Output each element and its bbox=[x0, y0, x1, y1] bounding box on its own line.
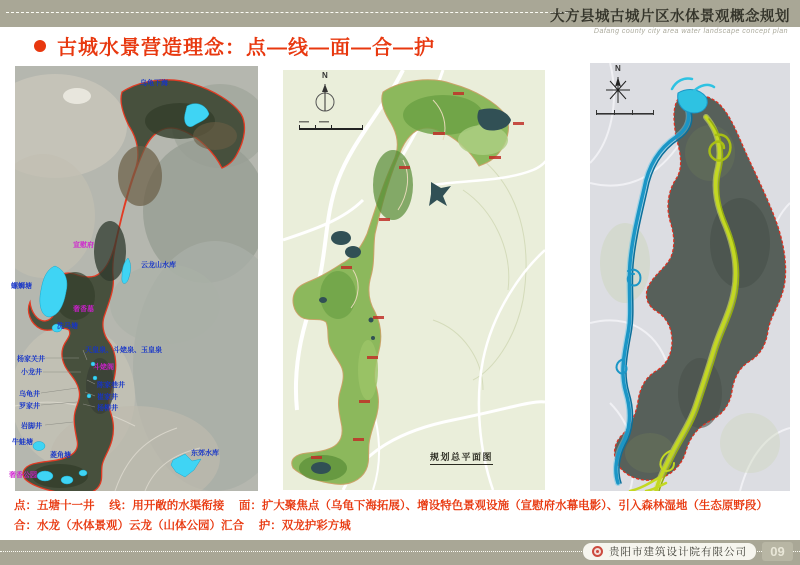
map-label: 斗姥阁 bbox=[93, 364, 114, 371]
map-label: 天皇泉、斗姥泉、玉皇泉 bbox=[85, 347, 162, 354]
section-title-row bbox=[34, 31, 435, 60]
concept-note-line1: 点：五塘十一井 线：用开敞的水渠衔接 面：扩大聚焦点（乌龟下海拓展）、增设特色景观设施（宣慰府水幕电影）、引入森林湿地（生态原野段） bbox=[14, 500, 768, 512]
map-label: 杨家关井 bbox=[17, 356, 45, 363]
map-label: 云龙山水库 bbox=[141, 262, 176, 269]
map-label: 奢香公园 bbox=[9, 472, 37, 479]
master-plan-map bbox=[283, 70, 545, 490]
concept-map-image bbox=[590, 63, 790, 491]
page-number: 09 bbox=[762, 542, 793, 561]
company-name: 贵阳市建筑设计院有限公司 bbox=[609, 546, 747, 558]
north-label: N bbox=[322, 71, 328, 80]
header-dashed-line bbox=[6, 12, 568, 13]
map-label: 菱角塘 bbox=[50, 452, 71, 459]
map-label: 乌龟下海 bbox=[140, 80, 168, 87]
document-title: 大方县城古城片区水体景观概念规划 bbox=[550, 9, 790, 25]
page-title: 古城水景营造理念：点—线—面—合—护 bbox=[57, 37, 435, 59]
map-label: 牛蛙塘 bbox=[12, 439, 33, 446]
left-map-labels bbox=[9, 66, 258, 491]
document-subtitle-en: Dafang county city area water landscape concept plan bbox=[593, 28, 788, 35]
map-label: 乌龟井 bbox=[19, 391, 40, 398]
concept-note-line2: 合：水龙（水体景观）云龙（山体公园）汇合 护：双龙护彩方城 bbox=[14, 520, 351, 532]
map-label: 东郊水库 bbox=[191, 450, 219, 457]
concept-map bbox=[590, 63, 790, 491]
plan-caption: 规划总平面图 bbox=[430, 450, 493, 465]
map-label: 宣慰府 bbox=[73, 242, 94, 249]
map-label: 小龙井 bbox=[21, 369, 42, 376]
bullet-icon bbox=[34, 40, 46, 52]
map-label: 崔家井 bbox=[97, 394, 118, 401]
company-logo-icon bbox=[592, 546, 603, 557]
company-box bbox=[583, 543, 756, 560]
map-label: 洗马塘 bbox=[57, 323, 78, 330]
map-label: 罗家井 bbox=[19, 403, 40, 410]
map-label: 螺蛳塘 bbox=[11, 283, 32, 290]
master-plan-image bbox=[283, 70, 545, 490]
satellite-map bbox=[9, 66, 258, 491]
north-label: N bbox=[615, 64, 621, 73]
map-label: 陈家巷井 bbox=[97, 382, 125, 389]
map-label: 岩脚井 bbox=[21, 423, 42, 430]
map-label: 杨柳井 bbox=[97, 405, 118, 412]
map-label: 奢香墓 bbox=[73, 306, 94, 313]
